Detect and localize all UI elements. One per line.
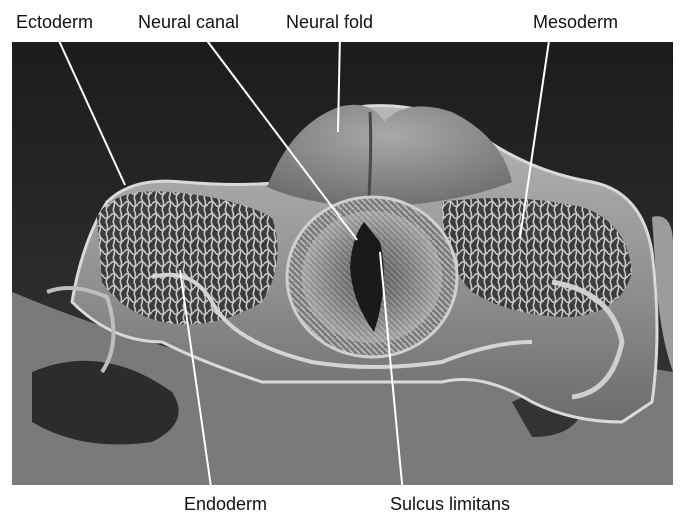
label-neural-fold: Neural fold (286, 12, 374, 32)
label-neural-canal: Neural canal (138, 12, 240, 32)
label-endoderm: Endoderm (184, 494, 268, 514)
label-sulcus-limitans: Sulcus limitans (390, 494, 511, 514)
micrograph-image (12, 42, 673, 485)
label-mesoderm: Mesoderm (533, 12, 619, 32)
label-ectoderm: Ectoderm (16, 12, 94, 32)
